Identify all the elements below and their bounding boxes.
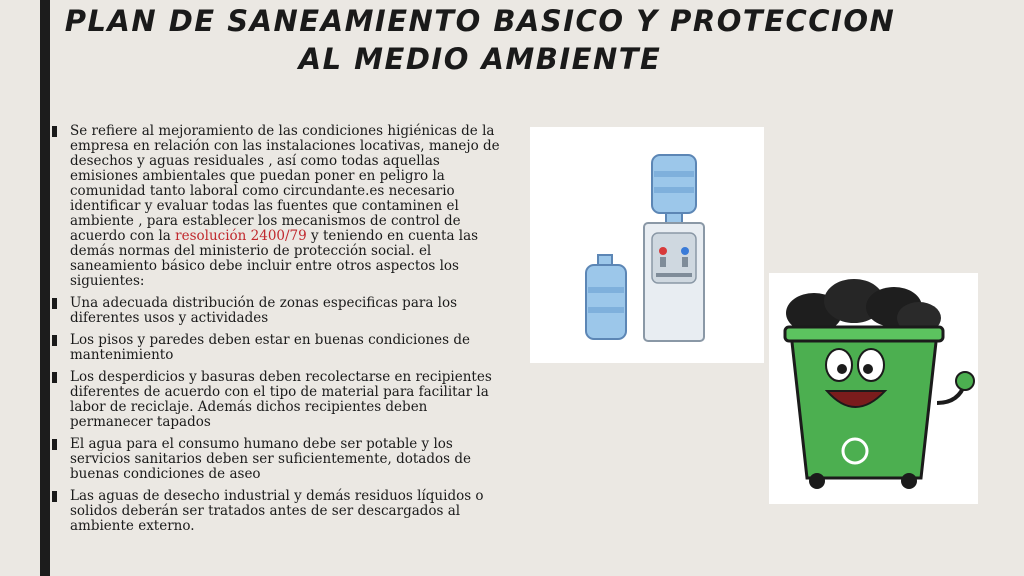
water-dispenser-image [530,127,764,363]
list-item [52,437,504,482]
list-item [52,296,504,326]
list-item [52,124,504,289]
bullet-marker [52,126,57,137]
bullet-text: Los pisos y paredes deben estar en buenas condiciones de mantenimiento [70,332,470,363]
bullet-list [52,124,504,541]
title-line-2: AL MEDIO AMBIENTE [298,42,662,76]
bullet-marker [52,372,57,383]
list-item [52,370,504,430]
bullet-marker [52,335,57,346]
title-line-1: PLAN DE SANEAMIENTO BASICO Y PROTECCION [64,4,896,38]
bullet-marker [52,439,57,450]
list-item [52,333,504,363]
bullet-marker [52,298,57,309]
left-accent-bar [40,0,50,576]
slide-title [60,2,900,78]
recycling-bin-icon [769,273,978,504]
water-dispenser-icon [530,127,764,363]
intro-text-end: y teniendo en cuenta las demás normas del ministerio de protección social. el saneamiento básico debe incluir entre otros aspectos los siguientes: [70,228,479,289]
list-item [52,489,504,534]
intro-text-start: Se refiere al mejoramiento de las condiciones higiénicas de la empresa en relación con las instalaciones locativas, manejo de desechos y aguas residuales , así como todas aquellas emisiones ambientales que puedan poner en peligro la comunidad tanto laboral como circundante.es necesario identificar y evaluar todas las fuentes que contaminen el ambiente , para establecer los mecanismos de control de acuerdo con la [70,123,500,244]
bullet-marker [52,491,57,502]
bullet-text: Una adecuada distribución de zonas especificas para los diferentes usos y actividades [70,295,458,326]
bullet-text: Los desperdicios y basuras deben recolectarse en recipientes diferentes de acuerdo con el tipo de material para facilitar la labor de reciclaje. Además dichos recipientes deben permanecer tapados [70,369,492,430]
recycling-bin-image [769,273,978,504]
bullet-text: Las aguas de desecho industrial y demás residuos líquidos o solidos deberán ser tratados antes de ser descargados al ambiente externo. [70,488,484,534]
bullet-text: El agua para el consumo humano debe ser potable y los servicios sanitarios deben ser suficientemente, dotados de buenas condiciones de aseo [70,436,471,482]
intro-paragraph [70,124,504,289]
resolution-reference: resolución 2400/79 [175,228,307,244]
